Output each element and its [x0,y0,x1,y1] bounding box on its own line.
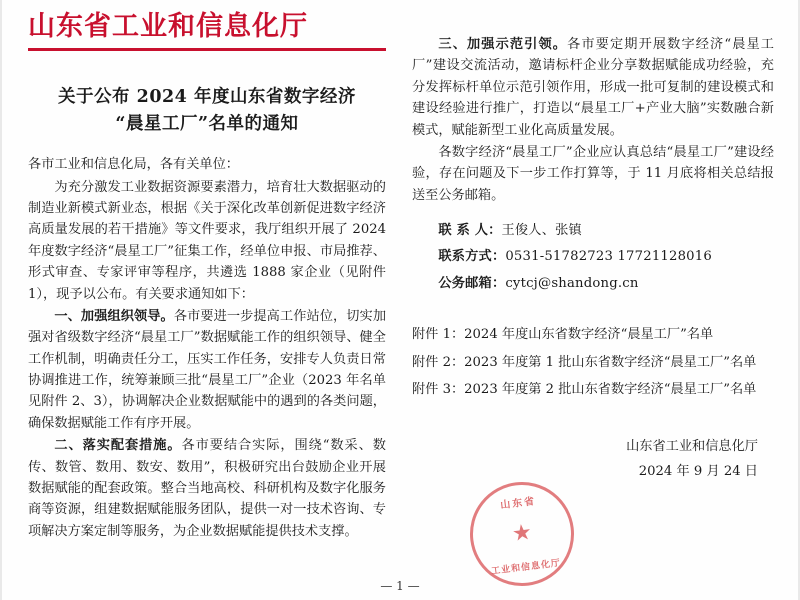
intro-paragraph: 为充分激发工业数据资源要素潜力，培育壮大数据驱动的制造业新模式新业态，根据《关于深化改革创新促进数字经济高质量发展的若干措施》等文件要求，我厅组织开展了 2024 年度数字经济“晨星工厂”征集工作，经单位申报、市局推荐、形式审查、专家评审等程序，共遴选 1888 家企业（见附件 1），现予以公布。有关要求通知如下： [28,179,386,302]
contact-person-label: 联 系 人： [438,223,502,238]
page-title-line2: “晨星工厂”名单的通知 [115,114,299,135]
closing-paragraph: 各数字经济“晨星工厂”企业应认真总结“晨星工厂”建设经验，存在问题及下一步工作打算等，于 11 月底将相关总结报送至公务邮箱。 [412,144,774,203]
seal-bottom-text: 工业和信息化厅 [490,558,562,577]
addressee: 各市工业和信息化局，各有关单位： [28,157,239,173]
contact-phone-label: 联系方式： [438,249,506,265]
official-seal-stamp [464,476,580,592]
page-title [28,84,386,138]
attachment-item-2: 附件 2：2023 年度第 1 批山东省数字经济“晨星工厂”名单 [412,354,757,370]
contact-email-value: cytcj@shandong.cn [505,275,639,291]
column-left [28,78,386,543]
page-title-line1: 关于公布 2024 年度山东省数字经济 [58,87,356,107]
contact-person [412,220,774,241]
attachment-item-1: 附件 1：2024 年度山东省数字经济“晨星工厂”名单 [412,327,714,343]
section-item-2-text: 各市要结合实际，围绕“数采、数传、数管、数用、数安、数用”，积极研究出台鼓励企业开展数据赋能的配套政策。整合当地高校、科研机构及数字化服务商等资源，组建数据赋能服务团队，提供一对一技术咨询、专项解决方案定制等服务，为企业数据赋能提供技术支撑。 [28,438,386,539]
section-item-1-heading: 一、加强组织领导。 [54,308,174,324]
section-item-3-heading: 三、加强示范引领。 [438,37,568,52]
masthead-title: 山东省工业和信息化厅 [28,11,308,42]
masthead [28,12,388,51]
section-item-3-text: 各市要定期开展数字经济“晨星工厂”建设交流活动，邀请标杆企业分享数据赋能成功经验，充分发挥标杆单位示范引领作用，形成一批可复制的建设模式和建设经验进行推广，打造以“晨星工厂+产业大脑”实数融合新模式，赋能新型工业化高质量发展。 [412,37,774,138]
star-icon: ★ [510,519,534,548]
contact-person-value: 王俊人、张镇 [501,223,582,238]
column-right [412,34,774,484]
attachment-item-3: 附件 3：2023 年度第 2 批山东省数字经济“晨星工厂”名单 [412,381,757,397]
section-item-2-heading: 二、落实配套措施。 [54,438,182,454]
section-item-1 [28,306,386,434]
contact-phone-value: 0531-51782723 17721128016 [505,249,712,265]
signature-organization: 山东省工业和信息化厅 [626,439,758,455]
signature-block [412,434,774,484]
section-item-1-text: 各市要进一步提高工作站位，切实加强对省级数字经济“晨星工厂”数据赋能工作的组织领导、健全工作机制，明确责任分工，压实工作任务，安排专人负责日常协调推进工作，统筹兼顾三批“晨星工厂”企业（2023 年名单见附件 2、3），协调解决企业数据赋能中的遇到的各类问题，确保数据赋能工作有序开展。 [28,308,387,431]
contact-email-label: 公务邮箱： [438,275,506,291]
page-number: — 1 — [380,579,420,593]
scan-edge-left [0,0,2,600]
seal-top-text: 山东省 [499,496,537,512]
signature-date: 2024 年 9 月 24 日 [638,464,758,480]
section-item-2 [28,435,386,542]
section-item-3 [412,34,774,141]
contact-email [412,273,774,294]
masthead-divider [28,48,386,51]
contact-phone [412,246,774,267]
contact-block [412,220,774,294]
attachment-list [412,324,774,400]
